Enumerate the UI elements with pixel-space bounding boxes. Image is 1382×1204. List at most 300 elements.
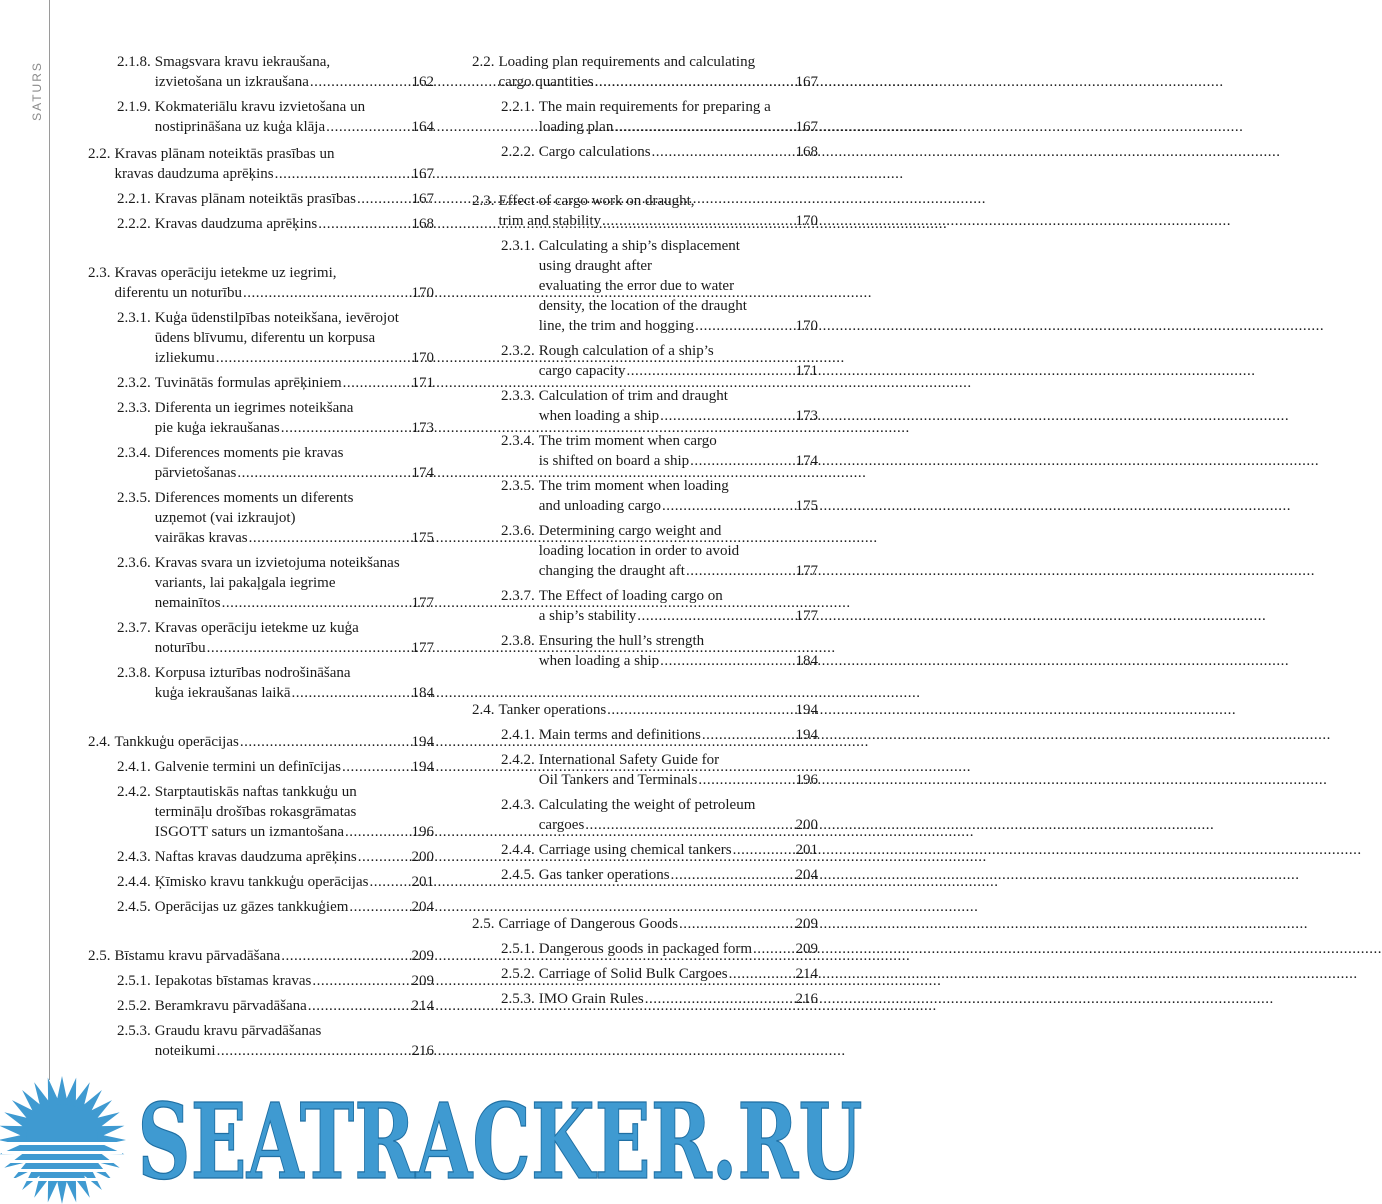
toc-entry-title: density, the location of the draught	[538, 298, 747, 314]
toc-entry-line	[155, 847, 434, 867]
toc-entry-page: 175	[411, 530, 434, 546]
toc-entry-line	[539, 431, 818, 451]
toc-entry-body	[155, 618, 434, 658]
dot-leader	[690, 451, 794, 471]
toc-entry-title: termināļu drošības rokasgrāmatas	[154, 804, 357, 820]
toc-entry-line	[539, 840, 818, 860]
toc-entry-title: cargo quantities	[498, 74, 594, 90]
toc-entry-title: International Safety Guide for	[538, 752, 720, 768]
toc-entry-line	[539, 631, 818, 651]
toc-entry-page: 174	[411, 465, 434, 481]
toc-entry-body	[155, 443, 434, 483]
toc-entry-number: 2.5.1.	[117, 973, 151, 989]
toc-entry-title: Oil Tankers and Terminals	[538, 772, 698, 788]
toc-entry	[88, 189, 434, 209]
toc-entry-line	[499, 914, 819, 934]
toc-entry-line	[155, 488, 434, 508]
toc-entry-title: Bīstamu kravu pārvadāšana	[114, 948, 281, 964]
toc-entry-page: 216	[411, 1043, 434, 1059]
toc-entry-number: 2.4.	[88, 734, 111, 750]
toc-entry-number: 2.5.2.	[501, 966, 535, 982]
toc-entry-title: Carriage of Solid Bulk Cargoes	[538, 966, 728, 982]
dot-leader	[753, 939, 794, 959]
toc-entry	[472, 236, 818, 336]
toc-entry	[472, 431, 818, 471]
toc-entry-line	[155, 72, 434, 92]
toc-entry-number: 2.5.1.	[501, 941, 535, 957]
toc-entry-page: 167	[795, 119, 818, 135]
toc-entry-body	[155, 373, 434, 393]
dot-leader	[652, 142, 795, 162]
toc-entry-line	[539, 386, 818, 406]
toc-entry	[88, 144, 434, 184]
dot-leader	[349, 897, 410, 917]
toc-entry-title: Main terms and definitions	[538, 727, 701, 743]
toc-entry-line	[539, 361, 818, 381]
toc-entry-page: 209	[411, 948, 434, 964]
toc-entry-title: Operācijas uz gāzes tankkuģiem	[154, 899, 349, 915]
toc-entry-title: Ensuring the hull’s strength	[538, 633, 705, 649]
toc-entry-number: 2.3.8.	[501, 633, 535, 649]
toc-entry-page: 204	[411, 899, 434, 915]
toc-entry-title: Gas tanker operations	[538, 867, 670, 883]
toc-entry-title: noturību	[154, 640, 206, 656]
toc-entry-line	[155, 1041, 434, 1061]
toc-entry-body	[539, 97, 818, 137]
toc-entry-number: 2.3.7.	[501, 588, 535, 604]
toc-entry-title: diferentu un noturību	[114, 285, 242, 301]
toc-entry-title: Kravas plānam noteiktās prasības un	[114, 146, 335, 162]
toc-entry	[472, 191, 818, 231]
toc-entry-page: 201	[411, 874, 434, 890]
toc-entry-line	[539, 256, 818, 276]
dot-leader	[308, 996, 411, 1016]
toc-entry-page: 200	[411, 849, 434, 865]
toc-entry-line	[539, 97, 818, 117]
dot-leader	[240, 732, 411, 752]
toc-entry-title: The trim moment when loading	[538, 478, 729, 494]
toc-entry-body	[155, 488, 434, 548]
toc-entry-line	[539, 406, 818, 426]
toc-entry	[472, 631, 818, 671]
toc-entry-body	[539, 964, 818, 984]
dot-leader	[671, 865, 795, 885]
toc-entry-page: 216	[795, 991, 818, 1007]
toc-entry-line	[155, 663, 434, 683]
toc-entry-page: 167	[795, 74, 818, 90]
toc-entry-number: 2.2.	[88, 146, 111, 162]
toc-entry-title: Determining cargo weight and	[538, 523, 722, 539]
toc-entry-number: 2.4.5.	[501, 867, 535, 883]
toc-entry-number: 2.4.1.	[117, 759, 151, 775]
toc-entry-line	[539, 939, 818, 959]
dot-leader	[585, 815, 794, 835]
toc-entry-body	[539, 386, 818, 426]
dot-leader	[660, 651, 794, 671]
toc-entry	[472, 840, 818, 860]
toc-entry	[472, 700, 818, 720]
toc-entry-title: Kravas svara un izvietojuma noteikšanas	[154, 555, 400, 571]
toc-entry-line	[539, 989, 818, 1009]
dot-leader	[627, 361, 795, 381]
toc-entry-line	[155, 214, 434, 234]
toc-entry-number: 2.3.8.	[117, 665, 151, 681]
toc-entry-number: 2.3.6.	[501, 523, 535, 539]
toc-entry-line	[155, 872, 434, 892]
toc-entry-line	[155, 398, 434, 418]
toc-entry-line	[155, 971, 434, 991]
toc-entry-title: Rough calculation of a ship’s	[538, 343, 714, 359]
toc-entry-number: 2.2.	[472, 54, 495, 70]
toc-entry-line	[539, 496, 818, 516]
dot-leader	[369, 872, 410, 892]
toc-entry-title: Beramkravu pārvadāšana	[154, 998, 307, 1014]
toc-entry-body	[155, 398, 434, 438]
toc-entry	[88, 618, 434, 658]
toc-entry	[472, 939, 818, 959]
toc-entry-title: Carriage of Dangerous Goods	[498, 916, 679, 932]
toc-entry-line	[155, 822, 434, 842]
section-side-label: SATURS	[30, 61, 45, 121]
toc-entry-page: 171	[411, 375, 434, 391]
margin-rule	[49, 0, 50, 1080]
toc-entry-line	[499, 191, 819, 211]
toc-entry	[472, 476, 818, 516]
dot-leader	[207, 638, 411, 658]
toc-entry-line	[539, 725, 818, 745]
toc-entry-line	[539, 651, 818, 671]
toc-entry-page: 168	[795, 144, 818, 160]
toc-entry-page: 209	[795, 916, 818, 932]
toc-entry-title: Calculation of trim and draught	[538, 388, 728, 404]
dot-leader	[343, 373, 411, 393]
toc-entry	[88, 488, 434, 548]
dot-leader	[660, 406, 794, 426]
toc-entry-title: Korpusa izturības nodrošināšana	[154, 665, 351, 681]
toc-entry-body	[539, 431, 818, 471]
toc-entry-line	[155, 373, 434, 393]
toc-entry-number: 2.3.1.	[501, 238, 535, 254]
toc-entry-page: 170	[795, 318, 818, 334]
dot-leader	[607, 700, 794, 720]
toc-entry-body	[155, 214, 434, 234]
dot-leader	[602, 211, 795, 231]
dot-leader	[733, 840, 795, 860]
toc-entry-title: changing the draught aft	[538, 563, 685, 579]
toc-entry-title: Effect of cargo work on draught,	[498, 193, 695, 209]
toc-entry-number: 2.3.3.	[117, 400, 151, 416]
toc-entry-line	[155, 638, 434, 658]
toc-entry-title: Kravas plānam noteiktās prasības	[154, 191, 356, 207]
toc-entry-title: loading plan	[538, 119, 614, 135]
toc-entry-line	[539, 541, 818, 561]
toc-entry-line	[499, 211, 819, 231]
toc-entry-title: using draught after	[538, 258, 653, 274]
toc-entry-title: loading location in order to avoid	[538, 543, 740, 559]
toc-entry-title: Dangerous goods in packaged form	[538, 941, 753, 957]
toc-entry-line	[499, 72, 819, 92]
dot-leader	[686, 561, 795, 581]
toc-entry-body	[155, 189, 434, 209]
toc-entry	[472, 341, 818, 381]
toc-entry-body	[499, 52, 819, 92]
toc-entry-number: 2.5.3.	[117, 1023, 151, 1039]
toc-entry	[88, 398, 434, 438]
toc-entry	[472, 586, 818, 626]
toc-entry-line	[539, 296, 818, 316]
toc-entry-body	[539, 236, 818, 336]
toc-column-english	[472, 52, 818, 1009]
toc-entry-number: 2.3.6.	[117, 555, 151, 571]
dot-leader	[217, 1041, 411, 1061]
dot-leader	[275, 164, 411, 184]
toc-entry-body	[155, 782, 434, 842]
toc-entry	[88, 757, 434, 777]
toc-entry-line	[155, 1021, 434, 1041]
toc-entry	[88, 782, 434, 842]
dot-leader	[729, 964, 795, 984]
toc-entry-line	[539, 865, 818, 885]
dot-leader	[318, 214, 410, 234]
toc-entry-page: 177	[795, 563, 818, 579]
toc-entry-page: 209	[795, 941, 818, 957]
toc-entry-title: Kokmateriālu kravu izvietošana un	[154, 99, 366, 115]
toc-entry-line	[155, 897, 434, 917]
toc-entry-title: uzņemot (vai izkraujot)	[154, 510, 296, 526]
toc-entry-number: 2.3.2.	[117, 375, 151, 391]
toc-entry-line	[115, 946, 435, 966]
toc-entry-number: 2.2.1.	[501, 99, 535, 115]
toc-entry	[88, 971, 434, 991]
toc-entry	[472, 521, 818, 581]
toc-entry-title: Tuvinātās formulas aprēķiniem	[154, 375, 342, 391]
toc-entry-title: Calculating a ship’s displacement	[538, 238, 740, 254]
toc-entry-line	[539, 316, 818, 336]
dot-leader	[310, 72, 411, 92]
seatracker-watermark	[0, 1068, 875, 1204]
toc-entry-body	[539, 750, 818, 790]
toc-entry-body	[539, 725, 818, 745]
toc-entry	[88, 663, 434, 703]
dot-leader	[695, 316, 794, 336]
toc-entry-line	[155, 757, 434, 777]
toc-entry-title: Smagsvara kravu iekraušana,	[154, 54, 331, 70]
toc-entry-page: 164	[411, 119, 434, 135]
toc-entry-page: 201	[795, 842, 818, 858]
toc-entry-title: ISGOTT saturs un izmantošana	[154, 824, 345, 840]
toc-entry-title: Kravas operāciju ietekme uz kuģa	[154, 620, 359, 636]
toc-entry-page: 194	[795, 727, 818, 743]
toc-entry-title: pārvietošanas	[154, 465, 237, 481]
toc-entry	[88, 52, 434, 92]
toc-entry-line	[539, 795, 818, 815]
toc-entry-line	[155, 593, 434, 613]
toc-entry	[88, 732, 434, 752]
toc-entry-number: 2.3.1.	[117, 310, 151, 326]
toc-entry-number: 2.2.2.	[117, 216, 151, 232]
toc-entry-body	[499, 914, 819, 934]
toc-entry-body	[539, 341, 818, 381]
toc-entry-title: Tanker operations	[498, 702, 607, 718]
dot-leader	[222, 593, 411, 613]
toc-entry-page: 170	[411, 285, 434, 301]
toc-entry-line	[499, 700, 819, 720]
toc-entry-title: pie kuģa iekraušanas	[154, 420, 280, 436]
toc-entry	[472, 914, 818, 934]
toc-entry-number: 2.4.	[472, 702, 495, 718]
toc-entry-body	[155, 757, 434, 777]
toc-entry-number: 2.3.	[88, 265, 111, 281]
toc-entry-body	[115, 144, 435, 184]
toc-entry-body	[155, 97, 434, 137]
toc-entry-line	[155, 996, 434, 1016]
toc-entry-body	[539, 476, 818, 516]
toc-entry-line	[539, 561, 818, 581]
toc-entry-number: 2.4.2.	[117, 784, 151, 800]
dot-leader	[326, 117, 410, 137]
toc-entry-title: The main requirements for preparing a	[538, 99, 771, 115]
toc-entry-number: 2.3.2.	[501, 343, 535, 359]
toc-entry-number: 2.3.5.	[117, 490, 151, 506]
toc-entry-title: Kravas daudzuma aprēķins	[154, 216, 318, 232]
toc-entry-title: when loading a ship	[538, 653, 660, 669]
toc-entry-body	[539, 795, 818, 835]
toc-entry-title: Cargo calculations	[538, 144, 651, 160]
toc-entry-title: Diferences moments pie kravas	[154, 445, 344, 461]
toc-entry-body	[499, 700, 819, 720]
toc-entry-page: 214	[411, 998, 434, 1014]
dot-leader	[679, 914, 794, 934]
toc-entry-line	[155, 782, 434, 802]
toc-entry-title: Ķīmisko kravu tankkuģu operācijas	[154, 874, 369, 890]
toc-entry-title: The trim moment when cargo	[538, 433, 717, 449]
toc-entry-line	[155, 97, 434, 117]
toc-entry	[88, 847, 434, 867]
toc-entry-title: IMO Grain Rules	[538, 991, 644, 1007]
toc-entry-body	[115, 263, 435, 303]
toc-entry-line	[539, 142, 818, 162]
toc-entry-title: trim and stability	[498, 213, 601, 229]
toc-entry	[88, 946, 434, 966]
toc-entry-body	[155, 847, 434, 867]
toc-entry	[472, 989, 818, 1009]
toc-entry-line	[155, 348, 434, 368]
dot-leader	[243, 283, 411, 303]
toc-entry-line	[539, 586, 818, 606]
toc-entry-number: 2.4.4.	[117, 874, 151, 890]
toc-entry	[472, 750, 818, 790]
toc-entry-number: 2.4.5.	[117, 899, 151, 915]
toc-entry	[472, 964, 818, 984]
toc-entry-line	[155, 528, 434, 548]
toc-entry-title: and unloading cargo	[538, 498, 661, 514]
dot-leader	[698, 770, 794, 790]
toc-entry-line	[155, 328, 434, 348]
toc-entry-page: 171	[795, 363, 818, 379]
toc-entry-body	[115, 946, 435, 966]
dot-leader	[357, 189, 411, 209]
toc-entry-page: 194	[411, 759, 434, 775]
toc-entry-title: is shifted on board a ship	[538, 453, 690, 469]
toc-entry-title: noteikumi	[154, 1043, 216, 1059]
toc-entry-page: 204	[795, 867, 818, 883]
toc-entry-page: 214	[795, 966, 818, 982]
toc-entry-body	[539, 840, 818, 860]
toc-entry-line	[539, 750, 818, 770]
toc-entry-body	[539, 865, 818, 885]
toc-entry-body	[155, 996, 434, 1016]
toc-column-latvian	[88, 52, 434, 1061]
toc-entry-line	[539, 476, 818, 496]
toc-entry-line	[115, 283, 435, 303]
toc-entry-page: 177	[411, 640, 434, 656]
toc-entry-page: 167	[411, 166, 434, 182]
dot-leader	[345, 822, 410, 842]
toc-entry-body	[539, 939, 818, 959]
toc-entry-title: Kuģa ūdenstilpības noteikšana, ievērojot	[154, 310, 399, 326]
toc-entry-title: Diferenta un iegrimes noteikšana	[154, 400, 354, 416]
toc-entry-body	[155, 52, 434, 92]
toc-entry-page: 196	[795, 772, 818, 788]
toc-entry-page: 177	[411, 595, 434, 611]
toc-entry-line	[155, 443, 434, 463]
toc-entry-line	[155, 683, 434, 703]
dot-leader	[216, 348, 411, 368]
toc-entry-number: 2.3.	[472, 193, 495, 209]
toc-entry-number: 2.4.3.	[117, 849, 151, 865]
toc-entry-number: 2.2.1.	[117, 191, 151, 207]
toc-entry-title: Carriage using chemical tankers	[538, 842, 732, 858]
toc-entry-title: The Effect of loading cargo on	[538, 588, 723, 604]
toc-entry-title: a ship’s stability	[538, 608, 637, 624]
toc-entry-body	[155, 663, 434, 703]
toc-entry-body	[155, 308, 434, 368]
toc-entry-page: 175	[795, 498, 818, 514]
toc-entry-page: 184	[411, 685, 434, 701]
toc-entry-title: Tankkuģu operācijas	[114, 734, 239, 750]
toc-entry	[88, 872, 434, 892]
toc-entry-page: 209	[411, 973, 434, 989]
dot-leader	[312, 971, 410, 991]
dot-leader	[614, 117, 794, 137]
toc-entry-number: 2.5.	[472, 916, 495, 932]
toc-entry-body	[155, 897, 434, 917]
toc-entry-line	[539, 117, 818, 137]
toc-entry-title: izvietošana un izkraušana	[154, 74, 309, 90]
toc-entry-number: 2.3.7.	[117, 620, 151, 636]
toc-entry	[88, 553, 434, 613]
toc-entry-number: 2.4.2.	[501, 752, 535, 768]
toc-entry-page: 170	[411, 350, 434, 366]
dot-leader	[637, 606, 794, 626]
toc-entry	[472, 52, 818, 92]
toc-entry	[88, 1021, 434, 1061]
dot-leader	[281, 418, 411, 438]
dot-leader	[358, 847, 411, 867]
toc-entry-body	[539, 631, 818, 671]
toc-entry	[88, 263, 434, 303]
dot-leader	[249, 528, 411, 548]
toc-entry-body	[539, 989, 818, 1009]
toc-entry	[472, 795, 818, 835]
toc-entry-line	[155, 508, 434, 528]
toc-entry-page: 184	[795, 653, 818, 669]
toc-entry-line	[539, 606, 818, 626]
toc-entry-line	[115, 164, 435, 184]
toc-entry-number: 2.4.1.	[501, 727, 535, 743]
toc-entry-line	[155, 573, 434, 593]
toc-entry-title: Graudu kravu pārvadāšanas	[154, 1023, 322, 1039]
